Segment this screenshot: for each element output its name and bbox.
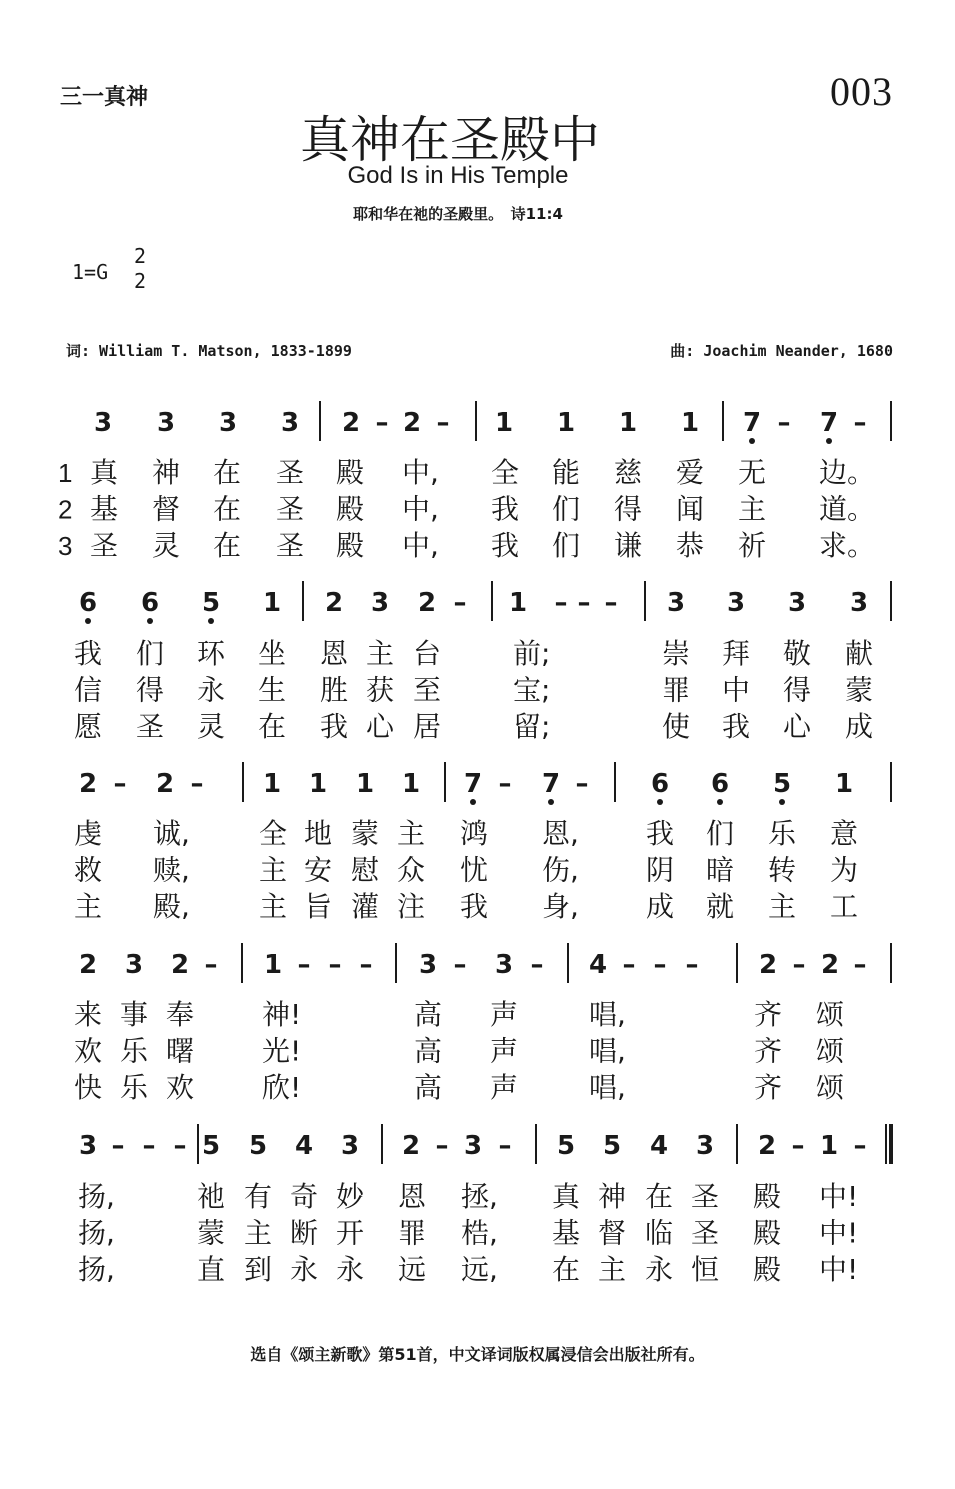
lyric-char: 神 xyxy=(152,456,181,489)
lyric-char: 求。 xyxy=(819,529,876,562)
lyric-char: 转 xyxy=(768,853,797,887)
lyric-char: 主 xyxy=(738,492,767,526)
lyric-char: 中! xyxy=(819,1216,859,1250)
note-dash: – xyxy=(575,769,589,799)
note: 1 xyxy=(508,588,528,618)
note-dash: – xyxy=(853,408,867,438)
lyric-char: 得 xyxy=(136,673,165,707)
note: 1 xyxy=(262,769,282,799)
lyric-char: 就 xyxy=(706,890,735,923)
lyric-char: 崇 xyxy=(662,637,691,670)
lyric-char: 为 xyxy=(830,853,859,887)
note-dash: – xyxy=(113,769,127,799)
lyric-char: 恩 xyxy=(320,637,349,670)
note: 1 xyxy=(262,588,282,618)
lyric-char: 获 xyxy=(366,673,395,707)
note-dash: – xyxy=(453,588,467,618)
lyric-char: 声 xyxy=(490,998,519,1031)
lyric-char: 我 xyxy=(491,529,520,562)
lyric-char: 救 xyxy=(74,853,103,887)
verse-number: 2 xyxy=(58,494,73,525)
note-dash: – xyxy=(190,769,204,799)
lyric-char: 扬, xyxy=(78,1216,115,1250)
lyric-char: 颂 xyxy=(816,1071,845,1104)
lyric-char: 主 xyxy=(598,1253,627,1286)
lyric-char: 来 xyxy=(74,998,103,1031)
lyric-char: 断 xyxy=(290,1216,319,1250)
note: 1 xyxy=(618,408,638,438)
lyric-char: 我 xyxy=(74,637,103,670)
lyric-char: 圣 xyxy=(90,529,119,562)
note: 1 xyxy=(834,769,854,799)
note: 3 xyxy=(494,950,514,980)
note: 1 xyxy=(680,408,700,438)
lyric-char: 忧 xyxy=(460,853,489,887)
lyric-char: 永 xyxy=(645,1253,674,1286)
note: 1 xyxy=(263,950,283,980)
lyric-char: 乐 xyxy=(768,817,797,850)
lyric-char: 唱, xyxy=(589,1071,626,1104)
lyric-char: 拜 xyxy=(722,637,751,670)
lyric-char: 胜 xyxy=(320,673,349,707)
lyric-char: 到 xyxy=(244,1253,273,1286)
note: 3 xyxy=(78,1131,98,1161)
note: 3 xyxy=(93,408,113,438)
note: 3 xyxy=(666,588,686,618)
note-dash: – xyxy=(498,1131,512,1161)
hymn-title: 真神在圣殿中 xyxy=(300,111,600,169)
lyric-char: 罪 xyxy=(662,673,691,707)
lyric-char: 至 xyxy=(413,673,442,707)
lyric-char: 督 xyxy=(152,492,181,526)
lyricist-credit: 词: William T. Matson, 1833-1899 xyxy=(66,342,352,360)
lyric-char: 得 xyxy=(614,492,643,526)
lyric-char: 全 xyxy=(259,817,288,850)
note-dash: – xyxy=(777,408,791,438)
lyric-char: 齐 xyxy=(754,1034,783,1068)
lyric-char: 坐 xyxy=(258,637,287,670)
lyric-char: 祈 xyxy=(738,529,767,562)
lyric-char: 愿 xyxy=(74,710,103,743)
lyric-char: 们 xyxy=(552,529,581,562)
lyric-char: 扬, xyxy=(78,1180,115,1213)
lyric-char: 慈 xyxy=(614,456,643,489)
note: 5 xyxy=(248,1131,268,1161)
lyric-char: 主 xyxy=(74,890,103,923)
note: 4 xyxy=(588,950,608,980)
lyric-char: 基 xyxy=(552,1216,581,1250)
lyric-char: 我 xyxy=(646,817,675,850)
lyric-char: 扬, xyxy=(78,1253,115,1286)
lyric-char: 乐 xyxy=(120,1034,149,1068)
lyric-char: 居 xyxy=(413,710,442,743)
lyric-char: 能 xyxy=(552,456,581,489)
note: 3 xyxy=(726,588,746,618)
note-dash: – xyxy=(359,950,373,980)
lyric-char: 众 xyxy=(397,853,426,887)
note: 3 xyxy=(370,588,390,618)
lyric-char: 祂 xyxy=(197,1180,226,1213)
note-dash: – xyxy=(792,950,806,980)
lyric-char: 远, xyxy=(461,1253,498,1286)
note-dash: – xyxy=(204,950,218,980)
lyric-char: 暗 xyxy=(706,853,735,887)
hymn-category: 三一真神 xyxy=(60,85,149,110)
note: 3 xyxy=(124,950,144,980)
lyric-char: 中, xyxy=(402,492,439,526)
note: 2 xyxy=(78,769,98,799)
lyric-char: 有 xyxy=(244,1180,273,1213)
lyric-char: 在 xyxy=(213,492,242,526)
note: 1 xyxy=(401,769,421,799)
lyric-char: 主 xyxy=(244,1216,273,1250)
octave-dot xyxy=(717,799,723,805)
lyric-char: 唱, xyxy=(589,1034,626,1068)
lyric-char: 中, xyxy=(402,529,439,562)
note: 5 xyxy=(602,1131,622,1161)
lyric-char: 们 xyxy=(706,817,735,850)
note: 3 xyxy=(849,588,869,618)
lyric-char: 光! xyxy=(262,1034,302,1068)
lyric-char: 注 xyxy=(397,890,426,923)
lyric-char: 奇 xyxy=(290,1180,319,1213)
note: 3 xyxy=(463,1131,483,1161)
copyright-footer: 选自《颂主新歌》第51首，中文译词版权属浸信会出版社所有。 xyxy=(250,1345,705,1364)
lyric-char: 齐 xyxy=(754,1071,783,1104)
note: 3 xyxy=(340,1131,360,1161)
lyric-char: 爱 xyxy=(676,456,705,489)
note-dash: – xyxy=(173,1131,187,1161)
lyric-char: 圣 xyxy=(136,710,165,743)
verse-number: 1 xyxy=(58,458,73,488)
lyric-char: 献 xyxy=(845,637,874,670)
lyric-char: 圣 xyxy=(691,1180,720,1213)
lyric-char: 永 xyxy=(336,1253,365,1286)
lyric-char: 殿 xyxy=(753,1253,782,1286)
note-dash: – xyxy=(530,950,544,980)
note: 5 xyxy=(201,1131,221,1161)
lyric-char: 灌 xyxy=(351,890,380,923)
note: 5 xyxy=(201,588,221,618)
lyric-char: 阴 xyxy=(646,853,675,887)
note: 3 xyxy=(787,588,807,618)
lyric-char: 永 xyxy=(290,1253,319,1286)
note-dash: – xyxy=(375,408,389,438)
lyric-char: 地 xyxy=(304,817,333,850)
lyric-char: 欣! xyxy=(262,1071,302,1104)
lyric-char: 妙 xyxy=(336,1180,365,1213)
lyric-char: 中! xyxy=(819,1253,859,1286)
note-dash: – xyxy=(685,950,699,980)
scripture-reference: 耶和华在祂的圣殿里。 诗11:4 xyxy=(353,205,563,223)
note: 2 xyxy=(757,1131,777,1161)
lyric-char: 殿 xyxy=(336,529,365,562)
lyric-char: 主 xyxy=(259,853,288,887)
lyric-char: 全 xyxy=(491,456,520,489)
note: 4 xyxy=(649,1131,669,1161)
octave-dot xyxy=(85,618,91,624)
note: 7 xyxy=(541,769,561,799)
note: 7 xyxy=(463,769,483,799)
lyric-char: 高 xyxy=(414,1034,443,1068)
note: 1 xyxy=(556,408,576,438)
lyric-char: 殿 xyxy=(753,1180,782,1213)
lyric-char: 高 xyxy=(414,998,443,1031)
lyric-char: 慰 xyxy=(351,853,380,887)
lyric-char: 在 xyxy=(213,456,242,489)
note: 3 xyxy=(156,408,176,438)
lyric-char: 欢 xyxy=(74,1034,103,1068)
lyric-char: 信 xyxy=(74,673,103,707)
lyric-char: 唱, xyxy=(589,998,626,1031)
lyric-char: 声 xyxy=(490,1034,519,1068)
lyric-char: 真 xyxy=(552,1180,581,1213)
note-dash: – xyxy=(436,408,450,438)
lyric-char: 无 xyxy=(738,456,767,489)
note: 2 xyxy=(155,769,175,799)
lyric-char: 殿 xyxy=(753,1216,782,1250)
lyric-char: 赎, xyxy=(153,853,190,887)
note-dash: – xyxy=(554,588,568,618)
note: 2 xyxy=(78,950,98,980)
lyric-char: 真 xyxy=(90,456,119,489)
note: 6 xyxy=(650,769,670,799)
lyric-char: 在 xyxy=(213,529,242,562)
lyric-char: 在 xyxy=(552,1253,581,1286)
composer-credit: 曲: Joachim Neander, 1680 xyxy=(670,342,893,360)
lyric-char: 远 xyxy=(398,1253,427,1286)
lyric-char: 边。 xyxy=(819,456,876,489)
lyric-char: 恒 xyxy=(691,1253,720,1286)
note-dash: – xyxy=(498,769,512,799)
lyric-char: 殿, xyxy=(153,890,190,923)
lyric-char: 伤, xyxy=(542,853,579,887)
lyric-char: 在 xyxy=(645,1180,674,1213)
lyric-char: 主 xyxy=(768,890,797,923)
note: 6 xyxy=(710,769,730,799)
lyric-char: 声 xyxy=(490,1071,519,1104)
time-signature-top: 2 xyxy=(133,244,147,268)
note-dash: – xyxy=(142,1131,156,1161)
octave-dot xyxy=(548,799,554,805)
note: 1 xyxy=(308,769,328,799)
lyric-char: 主 xyxy=(397,817,426,850)
lyric-char: 永 xyxy=(197,673,226,707)
lyric-char: 快 xyxy=(74,1071,103,1104)
lyric-char: 恭 xyxy=(676,529,705,562)
lyric-char: 中! xyxy=(819,1180,859,1213)
lyric-char: 旨 xyxy=(304,890,333,923)
note-dash: – xyxy=(791,1131,805,1161)
lyric-char: 们 xyxy=(552,492,581,526)
note: 2 xyxy=(401,1131,421,1161)
lyric-char: 圣 xyxy=(276,529,305,562)
lyric-char: 事 xyxy=(120,998,149,1031)
note: 7 xyxy=(819,408,839,438)
lyric-char: 殿 xyxy=(336,456,365,489)
note: 6 xyxy=(140,588,160,618)
note: 5 xyxy=(556,1131,576,1161)
lyric-char: 中, xyxy=(402,456,439,489)
note: 2 xyxy=(820,950,840,980)
note-dash: – xyxy=(328,950,342,980)
note: 1 xyxy=(355,769,375,799)
lyric-char: 恩 xyxy=(398,1180,427,1213)
lyric-char: 身, xyxy=(542,890,579,923)
lyric-char: 我 xyxy=(722,710,751,743)
octave-dot xyxy=(657,799,663,805)
lyric-char: 梏, xyxy=(461,1216,498,1250)
lyric-char: 谦 xyxy=(614,529,643,562)
lyric-char: 主 xyxy=(259,890,288,923)
note: 7 xyxy=(742,408,762,438)
lyric-char: 我 xyxy=(460,890,489,923)
verse-number: 3 xyxy=(58,531,73,561)
lyric-char: 蒙 xyxy=(351,817,380,850)
lyric-char: 灵 xyxy=(197,710,226,743)
lyric-char: 中 xyxy=(722,673,751,707)
lyric-char: 欢 xyxy=(166,1071,195,1104)
lyric-char: 神! xyxy=(262,998,302,1031)
note: 6 xyxy=(78,588,98,618)
lyric-char: 圣 xyxy=(276,456,305,489)
lyric-char: 台 xyxy=(413,637,442,670)
lyric-char: 诚, xyxy=(153,817,190,850)
note: 2 xyxy=(758,950,778,980)
lyric-char: 留; xyxy=(513,710,551,743)
note: 3 xyxy=(280,408,300,438)
lyric-char: 心 xyxy=(783,710,812,743)
lyric-char: 督 xyxy=(598,1216,627,1250)
lyric-char: 开 xyxy=(336,1216,365,1250)
lyric-char: 使 xyxy=(662,710,691,743)
lyric-char: 意 xyxy=(830,817,859,850)
lyric-char: 乐 xyxy=(120,1071,149,1104)
note: 3 xyxy=(218,408,238,438)
note-dash: – xyxy=(604,588,618,618)
note: 4 xyxy=(294,1131,314,1161)
lyric-char: 灵 xyxy=(152,529,181,562)
lyric-char: 成 xyxy=(845,710,874,743)
lyric-char: 恩, xyxy=(542,817,579,850)
lyric-char: 临 xyxy=(645,1216,674,1250)
lyric-char: 圣 xyxy=(276,492,305,526)
note: 2 xyxy=(324,588,344,618)
lyric-char: 闻 xyxy=(676,492,705,526)
note: 2 xyxy=(170,950,190,980)
lyric-char: 颂 xyxy=(816,1034,845,1068)
note-dash: – xyxy=(653,950,667,980)
lyric-char: 工 xyxy=(830,890,859,923)
lyric-char: 前; xyxy=(513,637,551,670)
octave-dot xyxy=(826,438,832,444)
note: 5 xyxy=(772,769,792,799)
octave-dot xyxy=(470,799,476,805)
lyric-char: 鸿 xyxy=(460,817,489,850)
note-dash: – xyxy=(853,1131,867,1161)
lyric-char: 蒙 xyxy=(845,673,874,707)
note: 2 xyxy=(341,408,361,438)
lyric-char: 圣 xyxy=(691,1216,720,1250)
lyric-char: 拯, xyxy=(461,1180,498,1213)
note: 2 xyxy=(417,588,437,618)
note-dash: – xyxy=(853,950,867,980)
lyric-char: 生 xyxy=(258,673,287,707)
lyric-char: 宝; xyxy=(513,673,551,707)
lyric-char: 颂 xyxy=(816,998,845,1031)
lyric-char: 敬 xyxy=(783,637,812,670)
lyric-char: 在 xyxy=(258,710,287,743)
lyric-char: 高 xyxy=(414,1071,443,1104)
lyric-char: 得 xyxy=(783,673,812,707)
lyric-char: 我 xyxy=(491,492,520,526)
key-signature: 1=G xyxy=(72,260,109,284)
note: 3 xyxy=(418,950,438,980)
lyric-char: 虔 xyxy=(74,817,103,850)
time-signature-bottom: 2 xyxy=(133,269,147,293)
note: 1 xyxy=(494,408,514,438)
lyric-char: 成 xyxy=(646,890,675,923)
note-dash: – xyxy=(435,1131,449,1161)
note-dash: – xyxy=(111,1131,125,1161)
lyric-char: 罪 xyxy=(398,1216,427,1250)
lyric-char: 殿 xyxy=(336,492,365,526)
lyric-char: 道。 xyxy=(819,492,876,526)
note-dash: – xyxy=(577,588,591,618)
lyric-char: 基 xyxy=(90,492,119,526)
octave-dot xyxy=(147,618,153,624)
hymn-subtitle: God Is in His Temple xyxy=(347,162,569,189)
lyric-char: 心 xyxy=(366,710,395,743)
lyric-char: 主 xyxy=(366,637,395,670)
lyric-char: 们 xyxy=(136,637,165,670)
hymn-number: 003 xyxy=(830,69,893,114)
lyric-char: 蒙 xyxy=(197,1216,226,1250)
note-dash: – xyxy=(297,950,311,980)
lyric-char: 环 xyxy=(197,637,226,670)
note: 1 xyxy=(819,1131,839,1161)
lyric-char: 直 xyxy=(197,1253,226,1286)
lyric-char: 曙 xyxy=(166,1034,195,1068)
note-dash: – xyxy=(453,950,467,980)
lyric-char: 安 xyxy=(304,853,333,887)
octave-dot xyxy=(208,618,214,624)
lyric-char: 神 xyxy=(598,1180,627,1213)
note: 3 xyxy=(695,1131,715,1161)
octave-dot xyxy=(749,438,755,444)
lyric-char: 我 xyxy=(320,710,349,743)
note-dash: – xyxy=(622,950,636,980)
octave-dot xyxy=(779,799,785,805)
lyric-char: 齐 xyxy=(754,998,783,1031)
note: 2 xyxy=(402,408,422,438)
lyric-char: 奉 xyxy=(166,998,195,1031)
